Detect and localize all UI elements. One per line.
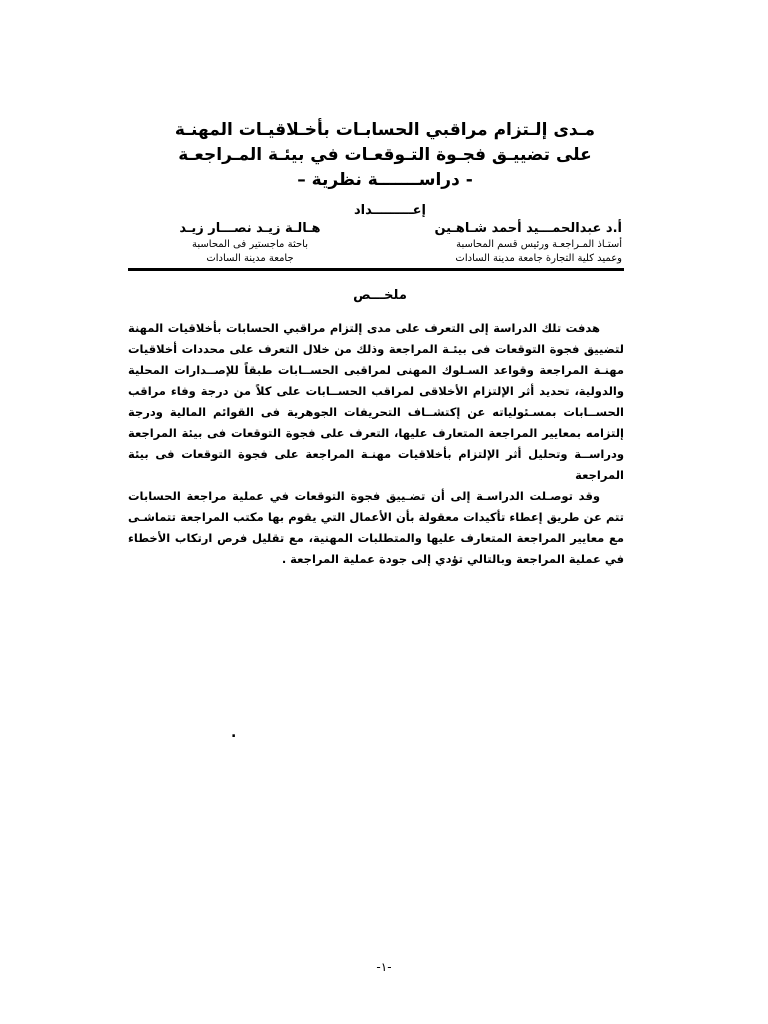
header-divider xyxy=(128,268,624,271)
abstract-paragraph-1: هدفت تلك الدراسة إلى التعرف على مدى إلتزام مراقبي الحسابات بأخلاقيات المهنة لتضييق فجوة التوقعات فى بيئـة المراجعة وذلك من خلال التعرف على محددات أخلاقيات مهنـة المراجعة وقواعد السـلوك المهنى لمراقبى الحســابات طبقاً للإصــدارات المحلية والدولية، تحديد أثر الإلتزام الأخلاقى لمراقب الحســابات على كلاً من درجة وفاء مراقب الحســابات بمسـئولياته عن إكتشــاف التحريفات الجوهرية فى القوائم المالية ودرجة إلتزامه بمعايير المراجعة المتعارف عليها، التعرف على فجوة التوقعات فى بيئة المراجعة ودراســة وتحليل أثر الإلتزام بأخلاقيات مهنـة المراجعة على فجوة التوقعات فى بيئة المراجعة xyxy=(128,321,624,482)
author-affiliation-1b: وعميد كلية التجارة جامعة مدينة السادات xyxy=(455,253,622,264)
author-affiliation-1a: أستـاذ المـراجعـة ورئيس قسم المحاسبة xyxy=(456,239,622,250)
abstract-body xyxy=(128,318,624,570)
title-line-3: - دراســـــــة نظرية – xyxy=(297,170,473,190)
stray-mark: . xyxy=(231,725,237,741)
author-affiliation-2a: باحثة ماجستير فى المحاسبة xyxy=(192,239,308,250)
abstract-paragraph-2: وقد توصـلت الدراسـة إلى أن تضـييق فجوة التوقعات في عملية مراجعة الحسابات تتم عن طريق إعطاء تأكيدات معقولة بأن الأعمال التي يقوم بها مكتب المراجعة تتماشـى مع معايير المراجعة المتعارف عليها والمتطلبات المهنية، مع تقليل فرص ارتكاب الأخطاء في عملية المراجعة وبالتالي تؤدي إلى جودة عملية المراجعة . xyxy=(128,489,624,566)
title-line-2: على تضييـق فجـوة التـوقعـات في بيئـة المـراجعـة xyxy=(178,145,592,165)
page-number: -١- xyxy=(376,960,392,974)
author-name-1: أ.د عبدالحمـــيد أحمد شـاهـين xyxy=(434,221,622,236)
author-block-2 xyxy=(150,220,350,266)
author-block-1 xyxy=(382,220,622,266)
paper-title xyxy=(150,118,620,193)
prepared-by-label: إعـــــــــداد xyxy=(354,203,426,218)
author-name-2: هـالـة زيـد نصـــار زيـد xyxy=(179,221,321,236)
author-affiliation-2b: جامعة مدينة السادات xyxy=(206,253,294,264)
abstract-heading: ملخـــص xyxy=(353,288,407,303)
title-line-1: مـدى إلـتزام مراقبي الحسابـات بأخـلاقيـات المهنـة xyxy=(174,120,596,140)
